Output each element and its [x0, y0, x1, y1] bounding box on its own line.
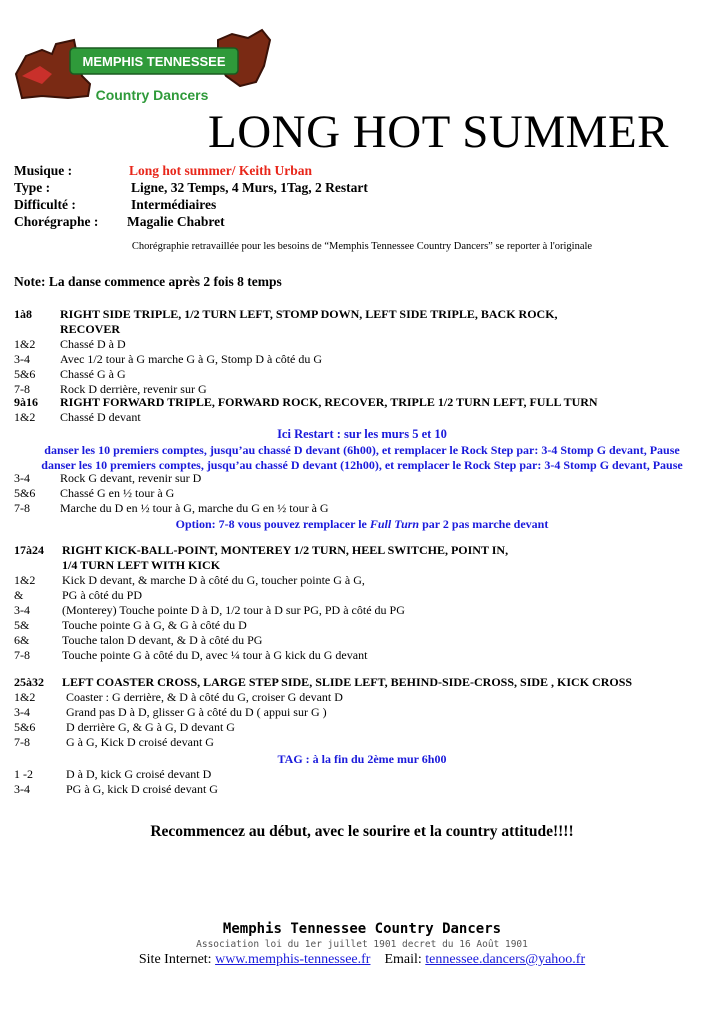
step-row: [14, 588, 714, 603]
footer-contact: [0, 952, 724, 968]
step-text: Chassé G en ½ tour à G: [60, 486, 175, 500]
section-count: 1à8: [14, 307, 32, 321]
logo-line2: Country Dancers: [95, 87, 209, 103]
step-text: Coaster : G derrière, & D à côté du G, croiser G devant D: [66, 690, 343, 704]
step-count: 3-4: [14, 352, 30, 366]
site-label: Site Internet:: [138, 952, 216, 967]
step-text: Chassé G à G: [60, 367, 126, 381]
section-9-16: [14, 395, 714, 531]
step-row: [14, 705, 714, 720]
logo-line1: MEMPHIS TENNESSEE: [82, 54, 226, 69]
footer-org: Memphis Tennessee Country Dancers: [222, 921, 502, 937]
step-text: D à D, kick G croisé devant D: [66, 767, 212, 781]
meta-row: [14, 162, 313, 179]
step-row: [14, 367, 714, 382]
step-row: [14, 735, 714, 750]
start-note: Note: La danse commence après 2 fois 8 temps: [14, 274, 282, 289]
section-count: 17à24: [14, 543, 44, 557]
step-count: 1&2: [14, 690, 36, 704]
step-row: [14, 603, 714, 618]
meta-key: Difficulté :: [14, 197, 76, 212]
step-text: PG à G, kick D croisé devant G: [66, 782, 218, 796]
meta-value: Magalie Chabret: [127, 214, 225, 229]
step-count: &: [14, 588, 24, 602]
step-count: 5&: [14, 618, 30, 632]
step-count: 1 -2: [14, 767, 33, 781]
step-count: 1&2: [14, 410, 36, 424]
section-count: 25à32: [14, 675, 44, 689]
email-link[interactable]: tennessee.dancers@yahoo.fr: [425, 952, 586, 967]
section-25-32: [14, 675, 714, 797]
step-text: Rock D derrière, revenir sur G: [60, 382, 207, 396]
step-text: PG à côté du PD: [62, 588, 142, 602]
meta-row: [14, 196, 217, 213]
meta-key: Chorégraphe :: [14, 214, 99, 229]
step-text: D derrière G, & G à G, D devant G: [66, 720, 235, 734]
step-count: 5&6: [14, 486, 36, 500]
step-row: [14, 337, 714, 352]
step-count: 3-4: [14, 603, 30, 617]
step-row: [14, 573, 714, 588]
restart-line-1: danser les 10 premiers comptes, jusqu’au chassé D devant (6h00), et remplacer le Rock Step par: 3-4 Stomp G devant, Pause: [44, 443, 680, 457]
meta-key: Type :: [14, 180, 51, 195]
restart-line-2: danser les 10 premiers comptes, jusqu’au chassé D devant (12h00), et remplacer le Rock Step par: 3-4 Stomp G devant, Pause: [41, 458, 683, 472]
section-heading: LEFT COASTER CROSS, LARGE STEP SIDE, SLIDE LEFT, BEHIND-SIDE-CROSS, SIDE , KICK CROSS: [62, 675, 633, 689]
section-heading-cont: 1/4 TURN LEFT WITH KICK: [62, 558, 221, 572]
step-count: 6&: [14, 633, 30, 647]
step-text: Avec 1/2 tour à G marche G à G, Stomp D à côté du G: [60, 352, 323, 366]
step-text: Touche talon D devant, & D à côté du PG: [62, 633, 263, 647]
step-row: [14, 720, 714, 735]
option-note: Option: 7-8 vous pouvez remplacer le Full Turn par 2 pas marche devant: [175, 517, 549, 531]
step-text: (Monterey) Touche pointe D à D, 1/2 tour à D sur PG, PD à côté du PG: [62, 603, 405, 617]
step-count: 7-8: [14, 501, 30, 515]
meta-row: [14, 179, 368, 196]
section-17-24: [14, 543, 714, 663]
step-row: [14, 486, 714, 501]
meta-value: Ligne, 32 Temps, 4 Murs, 1Tag, 2 Restart: [131, 180, 368, 195]
dance-title: LONG HOT SUMMER: [208, 106, 669, 158]
meta-value: Long hot summer/ Keith Urban: [129, 163, 313, 178]
step-row: [14, 633, 714, 648]
step-text: Chassé D devant: [60, 410, 141, 424]
step-text: G à G, Kick D croisé devant G: [66, 735, 214, 749]
restart-title: Ici Restart : sur les murs 5 et 10: [277, 427, 447, 441]
section-heading-cont: RECOVER: [60, 322, 121, 336]
step-text: Grand pas D à D, glisser G à côté du D ( appui sur G ): [66, 705, 327, 719]
meta-value: Intermédiaires: [131, 197, 217, 212]
email-label: Email:: [384, 952, 426, 967]
step-text: Chassé D à D: [60, 337, 126, 351]
section-heading: RIGHT SIDE TRIPLE, 1/2 TURN LEFT, STOMP DOWN, LEFT SIDE TRIPLE, BACK ROCK,: [60, 307, 558, 321]
step-row: [14, 352, 714, 367]
step-count: 1&2: [14, 337, 36, 351]
step-text: Rock G devant, revenir sur D: [60, 471, 202, 485]
step-text: Marche du D en ½ tour à G, marche du G en ½ tour à G: [60, 501, 329, 515]
step-count: 3-4: [14, 782, 30, 796]
choreography-note: Chorégraphie retravaillée pour les besoins de “Memphis Tennessee Country Dancers” se reporter à l'originale: [131, 241, 593, 252]
step-text: Touche pointe G à G, & G à côté du D: [62, 618, 247, 632]
step-row: [14, 767, 714, 782]
step-count: 7-8: [14, 735, 30, 749]
tag-title: TAG : à la fin du 2ème mur 6h00: [277, 752, 447, 766]
site-link[interactable]: www.memphis-tennessee.fr: [215, 952, 371, 967]
step-count: 7-8: [14, 382, 30, 396]
club-logo: [12, 26, 274, 110]
section-count: 9à16: [14, 395, 38, 409]
step-count: 7-8: [14, 648, 30, 662]
step-row: [14, 501, 714, 516]
step-row: [14, 471, 714, 486]
meta-row: [14, 213, 225, 230]
meta-key: Musique :: [14, 163, 73, 178]
step-count: 5&6: [14, 720, 36, 734]
step-count: 3-4: [14, 705, 30, 719]
section-heading: RIGHT KICK-BALL-POINT, MONTEREY 1/2 TURN, HEEL SWITCHE, POINT IN,: [62, 543, 509, 557]
step-count: 5&6: [14, 367, 36, 381]
closing-message: Recommencez au début, avec le sourire et la country attitude!!!!: [150, 823, 574, 840]
section-1-8: [14, 307, 714, 397]
step-count: 1&2: [14, 573, 36, 587]
step-row: [14, 690, 714, 705]
step-row: [14, 618, 714, 633]
step-count: 3-4: [14, 471, 30, 485]
step-row: [14, 782, 714, 797]
step-row: [14, 648, 714, 663]
footer-association: Association loi du 1er juillet 1901 decret du 16 Août 1901: [196, 939, 528, 950]
section-heading: RIGHT FORWARD TRIPLE, FORWARD ROCK, RECOVER, TRIPLE 1/2 TURN LEFT, FULL TURN: [60, 395, 598, 409]
step-text: Kick D devant, & marche D à côté du G, toucher pointe G à G,: [62, 573, 365, 587]
step-text: Touche pointe G à côté du D, avec ¼ tour à G kick du G devant: [62, 648, 368, 662]
